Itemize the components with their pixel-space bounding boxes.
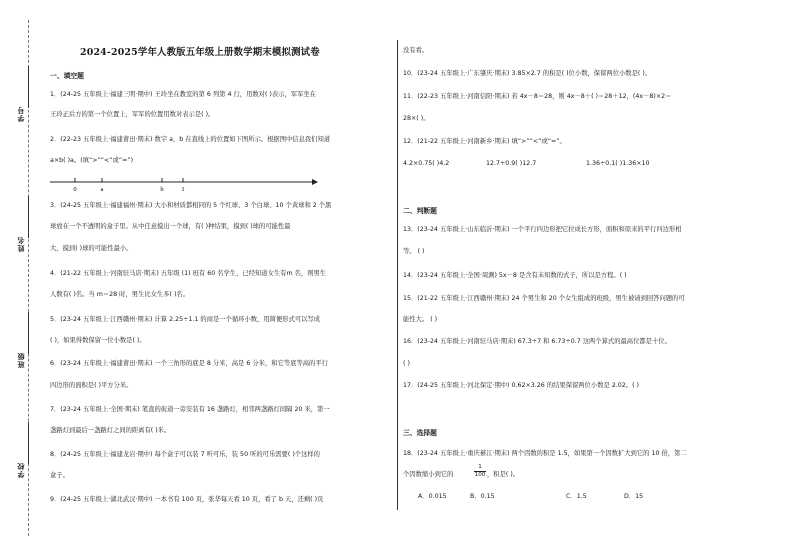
number-line-arrow-icon [312, 179, 318, 185]
paper-title: 2024-2025学年人教版五年级上册数学期末模拟测试卷 [80, 47, 320, 58]
binding-field-student-id[interactable] [6, 106, 40, 178]
q12-item-2: 12.7÷0.9( )12.7 [486, 160, 537, 167]
q18-option-a[interactable]: A．0.015 [418, 493, 447, 500]
q2-line-2: a×b( )a。(填“>”“<”或“=”) [50, 157, 134, 164]
q4-line-1: 4．(21-22 五年级上·河南驻马店·期末) 五年级 (1) 班有 60 名学生，已经知道女生有m 名，则男生 [50, 270, 327, 277]
q7-line-2: 盏路灯到最后一盏路灯之间的距离有( )米。 [50, 427, 171, 434]
section-heading-multiple-choice: 三、选择题 [403, 429, 437, 437]
q14-line: 14．(23-24 五年级上·全国·周测) 5x－8 是含有未知数的式子，所以是方程。( ) [403, 272, 627, 279]
q16-line-1: 16．(23-24 五年级上·河南驻马店·期末) 67.3÷7 和 6.73÷0.7 这两个算式的最高位都是十位。 [403, 338, 671, 345]
q7-line-1: 7．(23-24 五年级上·全国·期末) 笔直的街道一旁安装有 16 盏路灯，相邻两盏路灯间隔 20 米，第一 [50, 406, 330, 413]
q13-line-2: 等。 ( ) [403, 248, 425, 255]
q1-line-2: 王玲正后方的第一个位置上，军军的位置用数对表示是( )。 [50, 111, 215, 118]
q6-line-1: 6．(23-24 五年级上·福建莆田·期末) 一个三角形的底是 8 分米，高是 6 分米，和它等底等高的平行 [50, 360, 328, 367]
q11-line-1: 11．(22-23 五年级上·河南信阳·期末) 若 4x－8＝28，则 4x－8＋( )＝28＋12，(4x－8)×2＝ [403, 93, 672, 100]
q8-line-1: 8．(24-25 五年级上·福建龙岩·期中) 每个盒子可以装 7 听可乐，装 50 听的可乐需要( )个这样的 [50, 451, 320, 458]
binding-underline [28, 422, 29, 464]
q13-line-1: 13．(23-24 五年级上·山东临沂·期末) 一个平行四边形把它拉成长方形，面积和原来的平行四边形相 [403, 226, 682, 233]
q8-line-2: 盒子。 [50, 472, 69, 479]
q18-option-b[interactable]: B．0.15 [470, 493, 495, 500]
q18-option-d[interactable]: D．15 [624, 493, 644, 500]
q18-line-2b: ，积是( )。 [487, 471, 520, 478]
binding-label-name: 姓名 [17, 236, 25, 252]
number-line-figure [50, 174, 320, 198]
q16-line-2: ( ) [403, 360, 410, 367]
binding-field-school[interactable] [6, 462, 40, 534]
binding-label-school: 学校 [17, 462, 25, 478]
q3-line-2: 球放在一个不透明的盒子里。从中任意摸出一个球，有( )种结果，摸到( )球的可能性最 [50, 223, 291, 230]
column-divider [397, 40, 398, 510]
q15-line-2: 能性大。 ( ) [403, 316, 438, 323]
q12-item-1: 4.2×0.75( )4.2 [403, 160, 450, 167]
q12-line: 12．(21-22 五年级上·河南新乡·期末) 填“>”“<”或“=”。 [403, 138, 566, 145]
q18-fraction [474, 464, 486, 479]
q9-line-1: 9．(24-25 五年级上·湖北武汉·期中) 一本书有 100 页，张华每天看 10 页，看了 b 天，还剩( )页 [50, 496, 324, 503]
q1-line-1: 1．(24-25 五年级上·福建三明·期中) 王玲坐在教室的第 6 列第 4 行，用数对( )表示，军军坐在 [50, 91, 316, 98]
q15-line-1: 15．(21-22 五年级上·江西赣州·期末) 24 个男生和 20 个女生组成的班级，男生被请到回答问题的可 [403, 295, 685, 302]
q3-line-3: 大，摸到( )球的可能性最小。 [50, 245, 133, 252]
q3-line-1: 3．(24-25 五年级上·福建福州·期末) 大小和材质都相同的 5 个红球、3 个白球、10 个黄球和 2 个黑 [50, 202, 332, 209]
binding-label-class: 班级 [17, 352, 25, 368]
q18-line-2a: 个因数缩小到它的 [403, 471, 454, 478]
q5-line-2: ( )，如果得数保留一位小数是( )。 [50, 337, 146, 344]
binding-underline [28, 196, 29, 238]
q6-line-2: 四边形的面积是( )平方分米。 [50, 382, 133, 389]
q11-line-2: 28×( )。 [403, 115, 430, 122]
q18-fraction-numerator: 1 [474, 464, 486, 472]
q10-line: 10．(23-24 五年级上·广东肇庆·期末) 3.85×2.7 的积是( )位小数，保留两位小数是( )。 [403, 70, 652, 77]
binding-label-student-id: 学号 [17, 106, 25, 122]
number-line-label-b: b [160, 186, 164, 193]
q5-line-1: 5．(23-24 五年级上·江西赣州·期末) 计算 2.25÷1.1 的商是一个循环小数，用简便形式可以写成 [50, 316, 321, 323]
q17-line: 17．(24-25 五年级上·河北保定·期中) 0.62×3.26 的结果保留两位小数是 2.02。( ) [403, 382, 640, 389]
binding-strip [0, 0, 48, 550]
q18-option-c[interactable]: C．1.5 [566, 493, 587, 500]
binding-field-name[interactable] [6, 236, 40, 308]
q12-item-3: 1.36÷0.1( )1.36×10 [586, 160, 650, 167]
q9-continuation: 没有看。 [403, 47, 429, 54]
number-line-label-a: a [100, 186, 104, 193]
q18-fraction-denominator: 100 [474, 472, 486, 478]
binding-field-class[interactable] [6, 352, 40, 424]
number-line-label-0: 0 [73, 186, 77, 193]
q18-line-1: 18．(23-24 五年级上·重庆綦江·期末) 两个因数的积是 1.5，如果第一个因数扩大到它的 10 倍，第二 [403, 450, 687, 457]
q2-line-1: 2．(22-23 五年级上·福建莆田·期末) 数字 a，b 在直线上的位置如下图所示。根据图中信息我们知道 [50, 136, 331, 143]
binding-underline [28, 312, 29, 354]
section-heading-fill-blank: 一、填空题 [50, 72, 84, 80]
binding-underline [28, 66, 29, 108]
q4-line-2: 人数有( )名。当 m＝28 时，男生比女生多( )名。 [50, 291, 190, 298]
section-heading-true-false: 二、判断题 [403, 207, 437, 215]
number-line-label-1: 1 [181, 186, 185, 193]
